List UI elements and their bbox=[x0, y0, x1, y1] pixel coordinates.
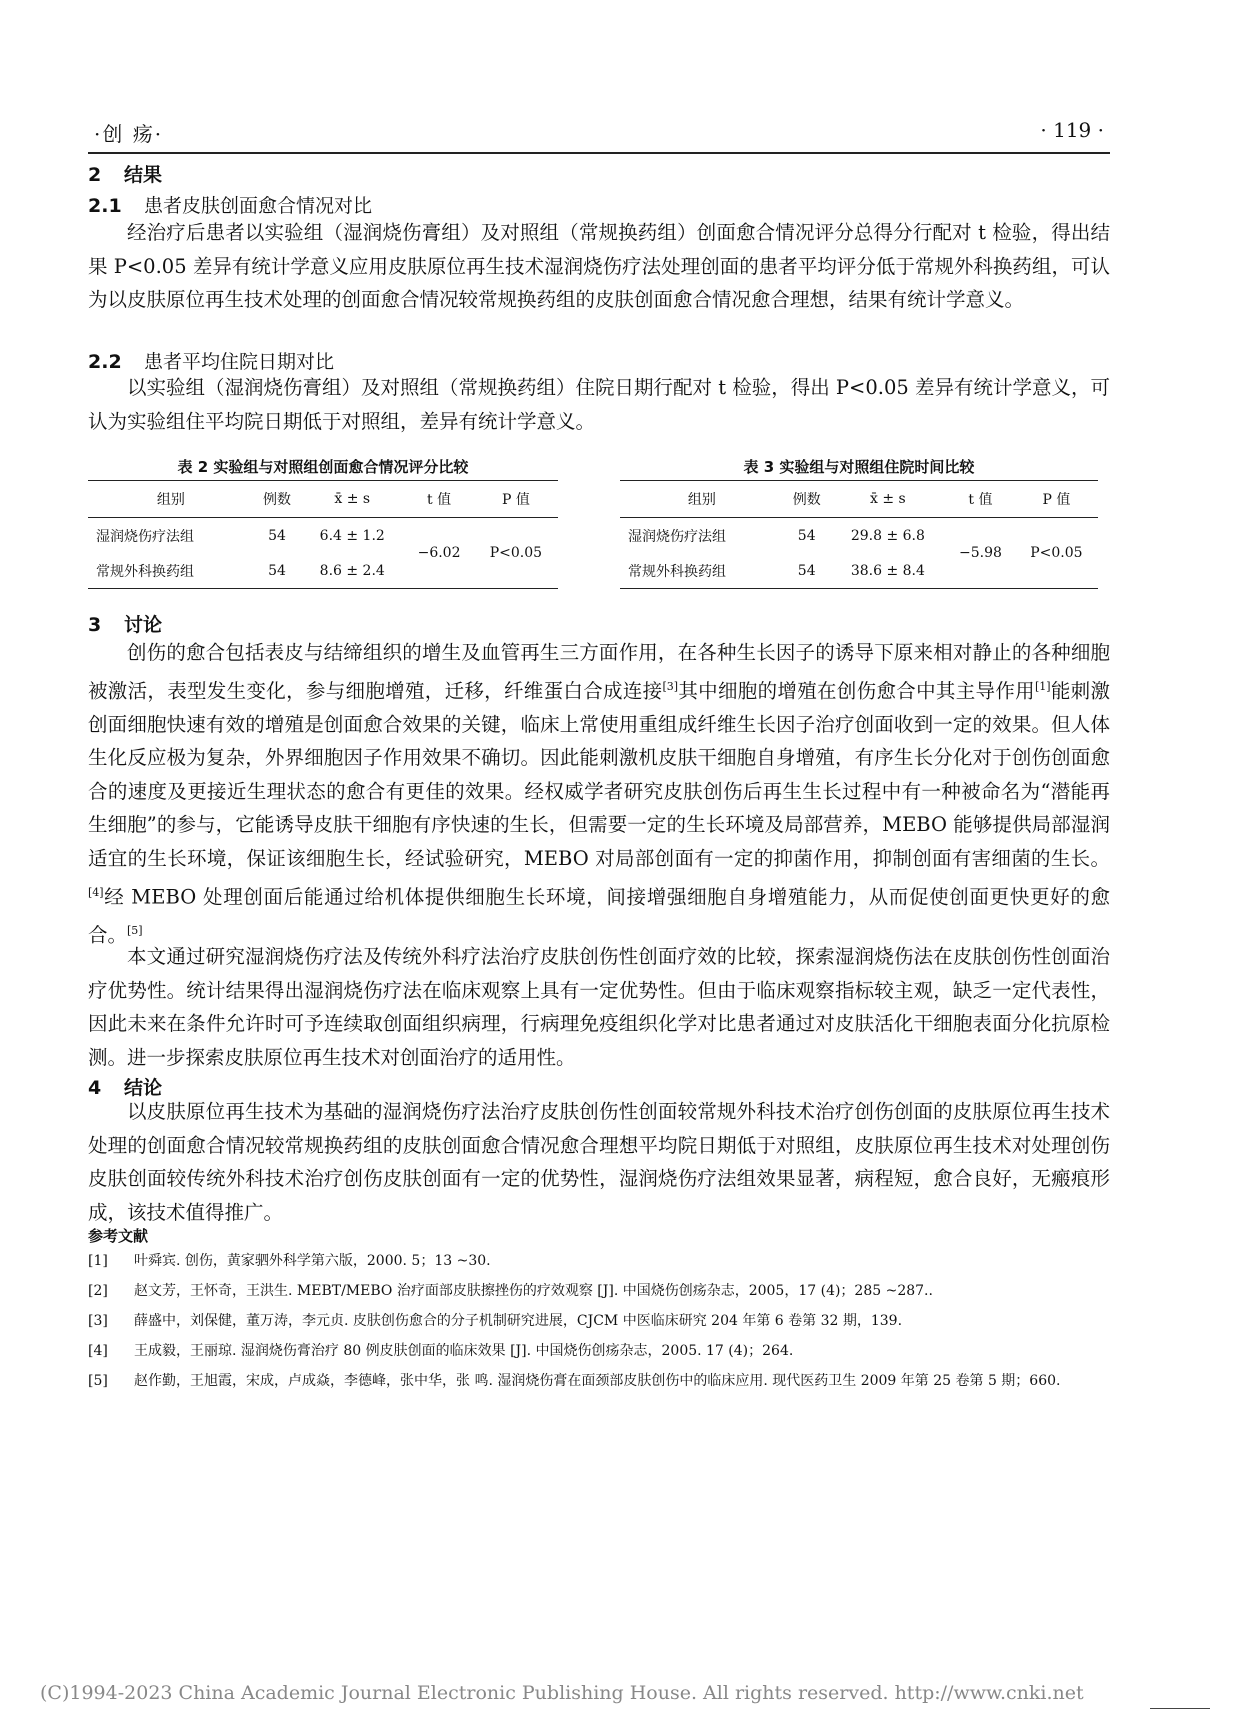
table-header: 例数 bbox=[262, 492, 291, 508]
reference-item: [4] 王成毅，王丽琼. 湿润烧伤膏治疗 80 例皮肤创面的临床效果 [J]. 中国烧伤创疡杂志，2005. 17 (4)；264. bbox=[88, 1343, 794, 1359]
table-cell: 29.8 ± 6.8 bbox=[850, 527, 925, 544]
citation: [4] bbox=[88, 885, 104, 899]
section-3-paragraph-1: 创伤的愈合包括表皮与结缔组织的增生及血管再生三方面作用，在各种生长因子的诱导下原来相对静止的各种细胞被激活，表型发生变化，参与细胞增殖，迁移，纤维蛋白合成连接[3]其中细胞的增殖在创伤愈合中其主导作用[1]能刺激创面细胞快速有效的增殖是创面愈合效果的关键，临床上常使用重组成纤维生长因子治疗创面收到一定的效果。但人体生化反应极为复杂，外界细胞因子作用效果不确切。因此能刺激机皮肤干细胞自身增殖，有序生长分化对于创伤创面愈合的速度及更接近生理状态的愈合有更佳的效果。经权威学者研究皮肤创伤后再生生长过程中有一种被命名为“潜能再生细胞”的参与，它能诱导皮肤干细胞有序快速的生长，但需要一定的生长环境及局部营养，MEBO 能够提供局部湿润适宜的生长环境，保证该细胞生长，经试验研究，MEBO 对局部创面有一定的抑菌作用，抑制创面有害细菌的生长。[4]经 MEBO 处理创面后能通过给机体提供细胞生长环境，间接增强细胞自身增殖能力，从而促使创面更快更好的愈合。[5] bbox=[88, 641, 1110, 947]
table-header: 例数 bbox=[792, 492, 821, 508]
table-cell: 常规外科换药组 bbox=[628, 563, 726, 580]
reference-item: [2] 赵文芳，王怀奇，王洪生. MEBT/MEBO 治疗面部皮肤擦挫伤的疗效观察 [J]. 中国烧伤创疡杂志，2005，17 (4)；285 ~287.. bbox=[88, 1283, 933, 1299]
table-3-grid bbox=[620, 480, 1098, 589]
table-header: P 值 bbox=[1042, 492, 1071, 508]
page bbox=[88, 0, 1110, 1728]
reference-item: [1] 叶舜宾. 创伤，黄家驷外科学第六版，2000. 5；13 ~30. bbox=[88, 1253, 491, 1269]
table-cell: 常规外科换药组 bbox=[96, 563, 194, 580]
section-2-2-heading: 2.2 患者平均住院日期对比 bbox=[88, 351, 335, 373]
table-header: x̄ ± s bbox=[870, 491, 906, 507]
table-cell: 54 bbox=[797, 562, 816, 579]
table-cell-p: P<0.05 bbox=[489, 545, 543, 561]
citation: [5] bbox=[127, 923, 143, 937]
table-cell: 8.6 ± 2.4 bbox=[319, 562, 385, 579]
copyright-footer: (C)1994-2023 China Academic Journal Electronic Publishing House. All rights reserved. http://www.cnki.net bbox=[40, 1682, 1084, 1704]
table-row bbox=[88, 518, 558, 554]
section-2-1-paragraph: 经治疗后患者以实验组（湿润烧伤膏组）及对照组（常规换药组）创面愈合情况评分总得分行配对 t 检验，得出结果 P<0.05 差异有统计学意义应用皮肤原位再生技术湿润烧伤疗法处理创面的患者平均评分低于常规外科换药组，可认为以皮肤原位再生技术处理的创面愈合情况较常规换药组的皮肤创面愈合情况愈合理想，结果有统计学意义。 bbox=[88, 221, 1110, 312]
table-cell-t: −6.02 bbox=[417, 545, 461, 561]
table-2-grid bbox=[88, 480, 558, 589]
table-cell: 湿润烧伤疗法组 bbox=[628, 528, 726, 545]
table-cell: 54 bbox=[797, 527, 816, 544]
references-heading: 参考文献 bbox=[88, 1227, 149, 1245]
section-2-1-heading: 2.1 患者皮肤创面愈合情况对比 bbox=[88, 195, 373, 217]
reference-item: [3] 薛盛中，刘保健，董万涛，李元贞. 皮肤创伤愈合的分子机制研究进展，CJCM 中医临床研究 204 年第 6 卷第 32 期，139. bbox=[88, 1313, 903, 1329]
table-cell-p: P<0.05 bbox=[1030, 545, 1083, 561]
table-cell: 38.6 ± 8.4 bbox=[850, 562, 925, 579]
table-header: 组别 bbox=[687, 492, 716, 508]
page-number: · 119 · bbox=[1040, 118, 1104, 142]
table-header: x̄ ± s bbox=[334, 491, 371, 507]
citation: [1] bbox=[1034, 679, 1051, 693]
section-3-heading: 3 讨论 bbox=[88, 614, 163, 636]
reference-item: [5] 赵作勤，王旭霞，宋成，卢成焱，李德峰，张中华，张 鸣. 湿润烧伤膏在面颈部皮肤创伤中的临床应用. 现代医药卫生 2009 年第 25 卷第 5 期；660. bbox=[88, 1373, 1061, 1389]
table-cell-t: −5.98 bbox=[959, 545, 1002, 561]
table-2 bbox=[88, 456, 558, 589]
section-3-paragraph-2: 本文通过研究湿润烧伤疗法及传统外科疗法治疗皮肤创伤性创面疗效的比较，探索湿润烧伤法在皮肤创伤性创面治疗优势性。统计结果得出湿润烧伤疗法在临床观察上具有一定优势性。但由于临床观察指标较主观，缺乏一定代表性，因此未来在条件允许时可予连续取创面组织病理，行病理免疫组织化学对比患者通过对皮肤活化干细胞表面分化抗原检测。进一步探索皮肤原位再生技术对创面治疗的适用性。 bbox=[88, 945, 1110, 1069]
journal-section-label: ·创 疡· bbox=[94, 122, 164, 146]
section-2-heading: 2 结果 bbox=[88, 164, 163, 186]
section-4-heading: 4 结论 bbox=[88, 1077, 163, 1099]
table-cell: 湿润烧伤疗法组 bbox=[96, 528, 194, 545]
reference-list bbox=[88, 1250, 1110, 1400]
table-header: t 值 bbox=[427, 492, 452, 508]
table-cell: 6.4 ± 1.2 bbox=[319, 527, 385, 544]
corner-rule bbox=[1150, 1708, 1210, 1709]
table-row bbox=[620, 518, 1098, 554]
table-2-caption: 表 2 实验组与对照组创面愈合情况评分比较 bbox=[177, 458, 469, 476]
table-header: P 值 bbox=[501, 492, 530, 508]
citation: [3] bbox=[662, 679, 679, 693]
running-header bbox=[88, 112, 1110, 154]
table-3 bbox=[620, 456, 1098, 589]
table-cell: 54 bbox=[268, 527, 286, 544]
table-header: 组别 bbox=[156, 492, 185, 508]
section-2-2-paragraph: 以实验组（湿润烧伤膏组）及对照组（常规换药组）住院日期行配对 t 检验，得出 P<0.05 差异有统计学意义，可认为实验组住平均院日期低于对照组，差异有统计学意义。 bbox=[88, 376, 1111, 433]
table-3-caption: 表 3 实验组与对照组住院时间比较 bbox=[743, 458, 975, 476]
section-4-paragraph: 以皮肤原位再生技术为基础的湿润烧伤疗法治疗皮肤创伤性创面较常规外科技术治疗创伤创面的皮肤原位再生技术处理的创面愈合情况较常规换药组的皮肤创面愈合情况愈合理想平均院日期低于对照组，皮肤原位再生技术对处理创伤皮肤创面较传统外科技术治疗创伤皮肤创面有一定的优势性，湿润烧伤疗法组效果显著，病程短，愈合良好，无瘢痕形成，该技术值得推广。 bbox=[88, 1100, 1110, 1224]
table-cell: 54 bbox=[268, 562, 286, 579]
table-header: t 值 bbox=[968, 492, 993, 508]
